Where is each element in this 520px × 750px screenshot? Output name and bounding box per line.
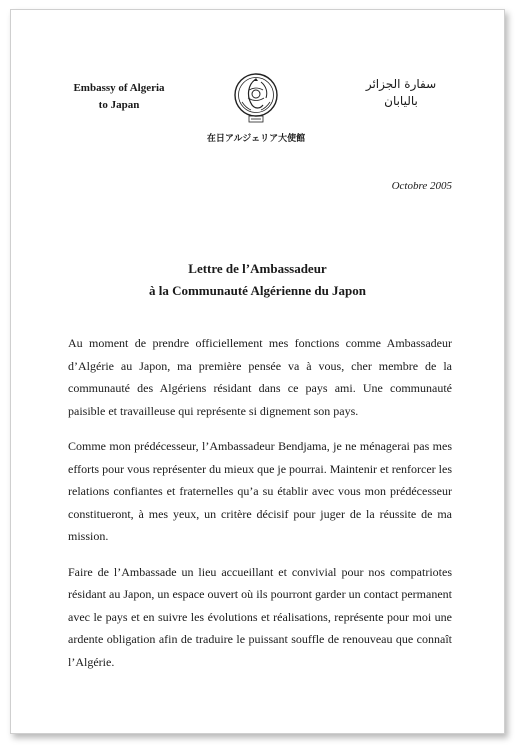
embassy-ar-line2: باليابان: [384, 94, 418, 108]
title-line1: Lettre de l’Ambassadeur: [188, 261, 327, 276]
embassy-ar-line1: سفارة الجزائر: [365, 77, 437, 91]
embassy-name-english: [69, 80, 169, 114]
embassy-en-line1: Embassy of Algeria: [73, 82, 165, 94]
letter-title: [11, 258, 504, 302]
paragraph: Comme mon prédécesseur, l’Ambassadeur Bendjama, je ne ménagerai pas mes efforts pour vous représenter du mieux que je pourrai. Maintenir et renforcer les relations confiantes et fraternelles qu’a su établir avec vous mon prédécesseur constitueront, à mes yeux, un critère décisif pour juger de la réussite de ma mission.: [68, 439, 452, 543]
paragraph: Faire de l’Ambassade un lieu accueillant et convivial pour nos compatriotes résidant au Japon, un espace ouvert où ils pourront garder un contact permanent avec le pays et en suivre les évolutions et réalisations, représente pour moi une ardente obligation afin de traduire le puissant souffle de renouveau que connaît l’Algérie.: [68, 564, 452, 669]
paragraph: Au moment de prendre officiellement mes fonctions comme Ambassadeur d’Algérie au Japon, ma première pensée va à vous, cher membre de la communauté des Algériens résidant dans ce pays ami. Une communauté paisible et travailleuse qui représente si dignement son pays.: [68, 336, 452, 418]
letter-page: [10, 9, 505, 734]
embassy-en-line2: to Japan: [98, 99, 140, 111]
title-line2: à la Communauté Algérienne du Japon: [148, 283, 367, 298]
embassy-seal-icon: [233, 72, 279, 124]
letter-body: [68, 332, 452, 686]
letter-date: Octobre 2005: [391, 180, 452, 192]
embassy-name-arabic: [361, 76, 441, 110]
embassy-name-japanese: 在日アルジェリア大使館: [206, 134, 306, 144]
